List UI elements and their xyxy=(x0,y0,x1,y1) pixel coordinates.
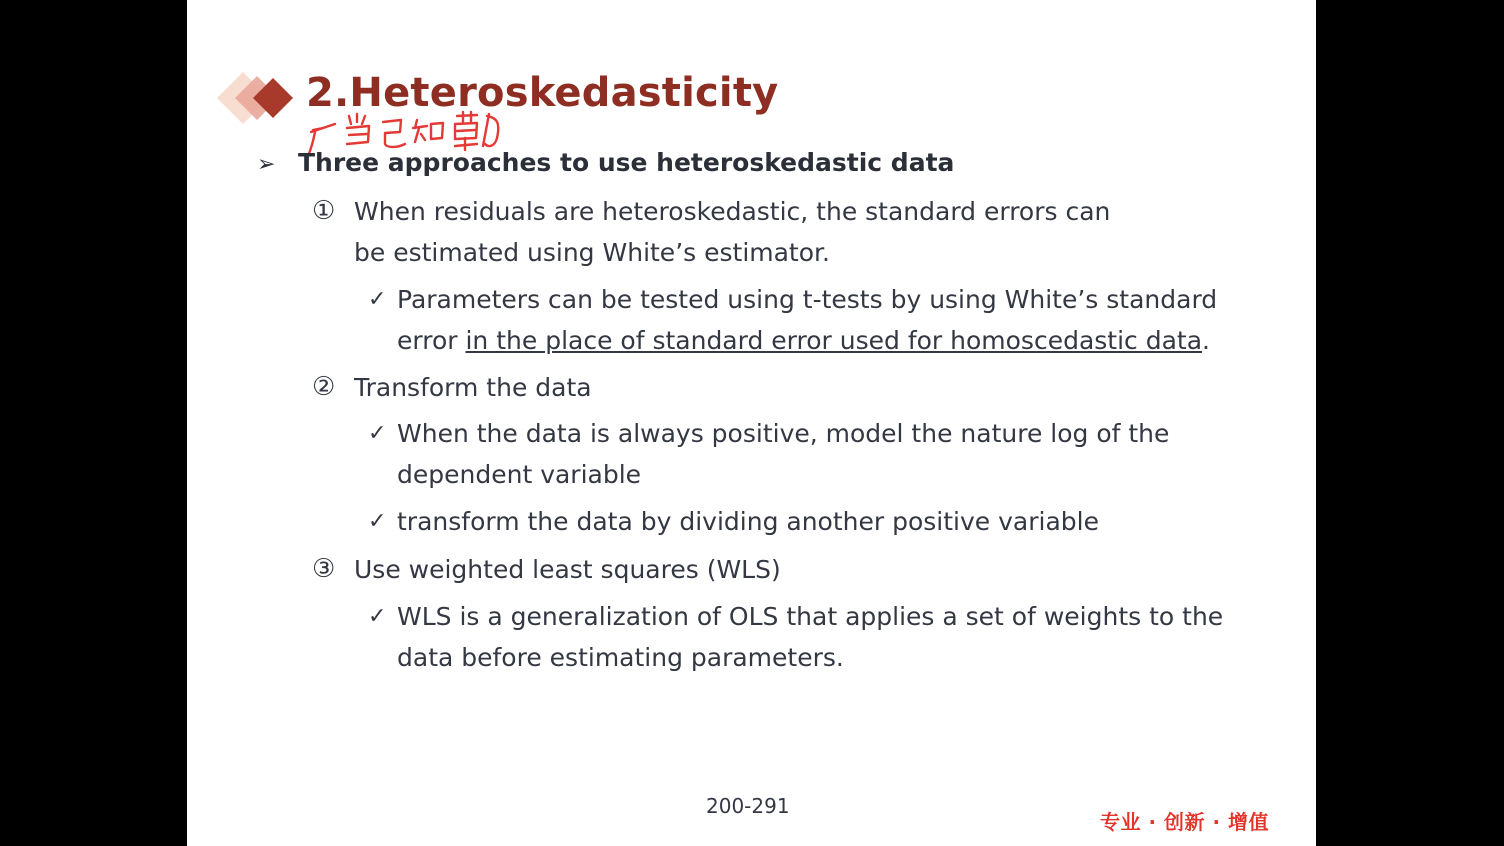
checkmark-icon: ✓ xyxy=(368,604,387,629)
underlined-phrase: in the place of standard error used for homoscedastic data xyxy=(465,326,1203,355)
sub-item-text: transform the data by dividing another positive variable xyxy=(397,507,1099,536)
checkmark-icon: ✓ xyxy=(368,509,387,534)
item-number: ③ xyxy=(312,554,336,584)
brand-slogan: 专业 · 创新 · 增值 xyxy=(1100,810,1270,834)
item-text: When residuals are heteroskedastic, the standard errors can be estimated using White’s estimator. xyxy=(354,197,1111,267)
checkmark-icon: ✓ xyxy=(368,421,387,446)
sub-item-text: WLS is a generalization of OLS that applies a set of weights to the data before estimating parameters. xyxy=(397,602,1224,672)
arrow-bullet-icon: ➢ xyxy=(257,152,276,177)
slide xyxy=(187,0,1316,846)
main-bullet xyxy=(257,148,954,177)
checkmark-icon: ✓ xyxy=(368,287,387,312)
sub-item-text: Parameters can be tested using t-tests by using White’s standard error in the place of standard error used for homoscedastic data. xyxy=(397,285,1218,355)
sub-item-text: When the data is always positive, model the nature log of the dependent variable xyxy=(397,419,1170,489)
item-text: Use weighted least squares (WLS) xyxy=(354,555,781,584)
item-number: ① xyxy=(312,196,336,226)
main-bullet-text: Three approaches to use heteroskedastic data xyxy=(298,148,955,177)
item-number: ② xyxy=(312,372,336,402)
item-text: Transform the data xyxy=(354,373,592,402)
page-number: 200-291 xyxy=(706,794,790,818)
slide-title: 2.Heteroskedasticity xyxy=(306,70,779,116)
diamond-logo-icon xyxy=(217,70,297,126)
